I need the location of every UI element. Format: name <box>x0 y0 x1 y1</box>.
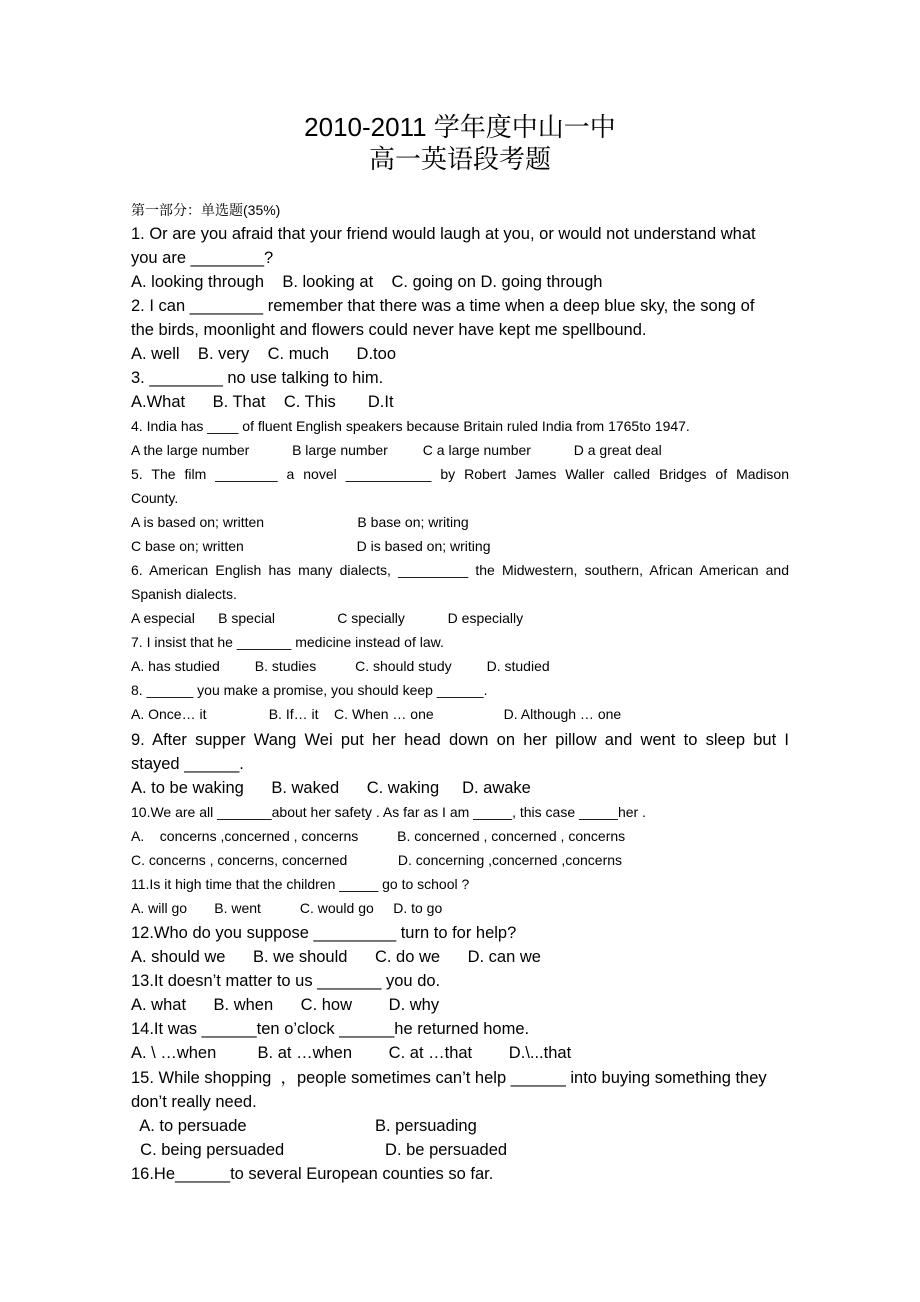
question-10-options-row-1: A. concerns ,concerned , concerns B. concerned , concerned , concerns <box>131 828 626 844</box>
question-2-options: A. well B. very C. much D.too <box>131 345 396 363</box>
question-12-stem: 12.Who do you suppose _________ turn to for help? <box>131 924 517 942</box>
question-16-stem: 16.He______to several European counties so far. <box>131 1165 494 1183</box>
question-10-options-row-2: C. concerns , concerns, concerned D. concerning ,concerned ,concerns <box>131 852 623 868</box>
question-8-stem: 8. ______ you make a promise, you should keep ______. <box>131 682 488 698</box>
question-5-options-row-2: C base on; written D is based on; writing <box>131 538 491 554</box>
question-6-options: A especial B special C specially D especially <box>131 610 524 626</box>
question-1-line-2: you are ________? <box>131 249 274 267</box>
question-13-stem: 13.It doesn’t matter to us _______ you do. <box>131 972 441 990</box>
question-1-options: A. looking through B. looking at C. going on D. going through <box>131 273 603 291</box>
question-4-options: A the large number B large number C a large number D a great deal <box>131 442 662 458</box>
question-14-stem: 14.It was ______ten o’clock ______he returned home. <box>131 1020 530 1038</box>
question-5-line-1: 5. The film ________ a novel ___________ by Robert James Waller called Bridges of Madison <box>131 466 789 482</box>
question-10-stem: 10.We are all _______about her safety . As far as I am _____, this case _____her . <box>131 804 646 820</box>
question-15-line-1: 15. While shopping ，people sometimes can’t help ______ into buying something they <box>131 1069 767 1087</box>
exam-title-line-1: 2010-2011 学年度中山一中 <box>304 112 616 142</box>
question-13-options: A. what B. when C. how D. why <box>131 996 440 1014</box>
question-1-line-1: 1. Or are you afraid that your friend would laugh at you, or would not understand what <box>131 225 756 243</box>
question-3-options: A.What B. That C. This D.It <box>131 393 394 411</box>
exam-title-line-2: 高一英语段考题 <box>368 144 551 174</box>
question-7-options: A. has studied B. studies C. should study D. studied <box>131 658 550 674</box>
question-14-options: A. \ …when B. at …when C. at …that D.\...that <box>131 1044 572 1062</box>
question-9-options: A. to be waking B. waked C. waking D. awake <box>131 779 531 797</box>
question-12-options: A. should we B. we should C. do we D. can we <box>131 948 541 966</box>
question-5-line-2: County. <box>131 490 179 506</box>
question-11-stem: 11.Is it high time that the children _____ go to school ? <box>131 876 470 892</box>
section-heading: 第一部分：单选题(35%) <box>131 202 281 218</box>
question-6-line-2: Spanish dialects. <box>131 586 237 602</box>
question-9-line-2: stayed ______. <box>131 755 244 773</box>
question-3-stem: 3. ________ no use talking to him. <box>131 369 384 387</box>
question-15-line-2: don’t really need. <box>131 1093 257 1111</box>
question-9-line-1: 9. After supper Wang Wei put her head down on her pillow and went to sleep but I <box>131 731 789 749</box>
question-2-line-1: 2. I can ________ remember that there was a time when a deep blue sky, the song of <box>131 297 755 315</box>
question-5-options-row-1: A is based on; written B base on; writing <box>131 514 469 530</box>
question-7-stem: 7. I insist that he _______ medicine instead of law. <box>131 634 444 650</box>
question-4-stem: 4. India has ____ of fluent English speakers because Britain ruled India from 1765to 1947. <box>131 418 690 434</box>
question-2-line-2: the birds, moonlight and flowers could never have kept me spellbound. <box>131 321 647 339</box>
question-11-options: A. will go B. went C. would go D. to go <box>131 900 443 916</box>
question-15-options-row-2: C. being persuaded D. be persuaded <box>131 1141 508 1159</box>
question-15-options-row-1: A. to persuade B. persuading <box>131 1117 477 1135</box>
question-6-line-1: 6. American English has many dialects, _________ the Midwestern, southern, African American and <box>131 562 789 578</box>
question-8-options: A. Once… it B. If… it C. When … one D. Although … one <box>131 706 622 722</box>
